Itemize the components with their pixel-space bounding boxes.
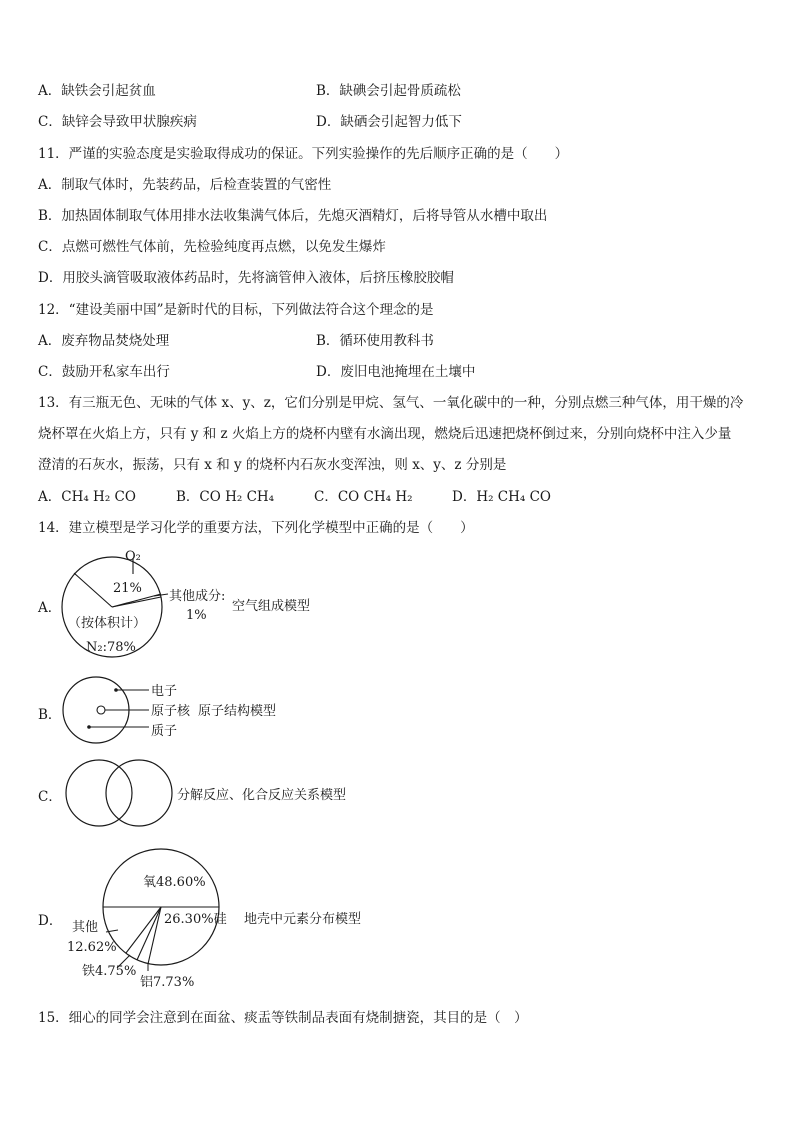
q12-option-b: B．循环使用教科书 [316, 333, 434, 349]
reaction-model-caption: 分解反应、化合反应关系模型 [177, 788, 347, 803]
volume-basis-note: （按体积计） [68, 616, 147, 631]
q12-stem: 12．“建设美丽中国”是新时代的目标，下列做法符合这个理念的是 [38, 302, 434, 318]
nucleus-label: 原子核 [151, 704, 191, 719]
q12-option-a: A．废弃物品焚烧处理 [38, 333, 170, 349]
q14-option-c-letter: C． [38, 789, 62, 805]
other-elements-percent: 12.62% [67, 940, 117, 955]
q13-option-a: A．CH₄ H₂ CO [38, 489, 136, 505]
q14-option-a-letter: A． [38, 600, 62, 616]
q13-option-d: D．H₂ CH₄ CO [452, 489, 552, 505]
q11-option-a: A．制取气体时，先装药品，后检查装置的气密性 [38, 177, 332, 193]
q11-option-d: D．用胶头滴管吸取液体药品时，先将滴管伸入液体，后挤压橡胶胶帽 [38, 270, 454, 286]
aluminum-label: 铝7.73% [140, 975, 195, 990]
electron-label: 电子 [151, 684, 178, 699]
q12-option-d: D．废旧电池掩埋在土壤中 [316, 364, 476, 380]
crust-elements-diagram [60, 840, 390, 995]
q10-option-a: A．缺铁会引起贫血 [38, 83, 156, 99]
atom-structure-diagram [55, 672, 295, 748]
q11-option-b: B．加热固体制取气体用排水法收集满气体后，先熄灭酒精灯，后将导管从水槽中取出 [38, 208, 548, 224]
q12-option-c: C．鼓励开私家车出行 [38, 364, 170, 380]
q10-option-b: B．缺碘会引起骨质疏松 [316, 83, 461, 99]
proton-label: 质子 [151, 724, 178, 739]
q14-stem: 14．建立模型是学习化学的重要方法，下列化学模型中正确的是（ ） [38, 520, 474, 536]
q13-stem-line1: 13．有三瓶无色、无味的气体 x、y、z，它们分别是甲烷、氢气、一氧化碳中的一种，分别点燃三种气体，用干燥的冷 [38, 395, 744, 411]
q14-option-d-letter: D． [38, 913, 63, 929]
q13-stem-line3: 澄清的石灰水，振荡，只有 x 和 y 的烧杯内石灰水变浑浊，则 x、y、z 分别是 [38, 457, 507, 473]
q13-option-c: C．CO CH₄ H₂ [314, 489, 413, 505]
crust-model-caption: 地壳中元素分布模型 [244, 912, 362, 927]
reaction-relation-diagram [60, 758, 380, 830]
q10-option-c: C．缺锌会导致甲状腺疾病 [38, 114, 197, 130]
other-components-percent: 1% [186, 608, 207, 623]
other-components-label: 其他成分: [169, 589, 226, 604]
q13-stem-line2: 烧杯罩在火焰上方，只有 y 和 z 火焰上方的烧杯内壁有水滴出现，燃烧后迅速把烧杯倒过来，分别向烧杯中注入少量 [38, 426, 732, 442]
q13-option-b: B．CO H₂ CH₄ [176, 489, 275, 505]
n2-label: N₂:78% [86, 640, 136, 655]
q11-stem: 11．严谨的实验态度是实验取得成功的保证。下列实验操作的先后顺序正确的是（ ） [38, 146, 569, 162]
q10-option-d: D．缺硒会引起智力低下 [316, 114, 462, 130]
air-model-caption: 空气组成模型 [232, 599, 311, 614]
q15-stem: 15．细心的同学会注意到在面盆、痰盂等铁制品表面有烧制搪瓷，其目的是（ ） [38, 1010, 528, 1026]
q14-option-b-letter: B． [38, 707, 62, 723]
other-elements-label: 其他 [72, 920, 99, 935]
air-composition-diagram [55, 545, 355, 670]
o2-label: O₂ [125, 549, 141, 564]
o2-percent: 21% [113, 581, 142, 596]
q11-option-c: C．点燃可燃性气体前，先检验纯度再点燃，以免发生爆炸 [38, 239, 386, 255]
silicon-label: 26.30%硅 [164, 912, 227, 927]
oxygen-label: 氧48.60% [143, 875, 206, 890]
iron-label: 铁4.75% [82, 964, 137, 979]
atom-model-caption: 原子结构模型 [198, 704, 277, 719]
